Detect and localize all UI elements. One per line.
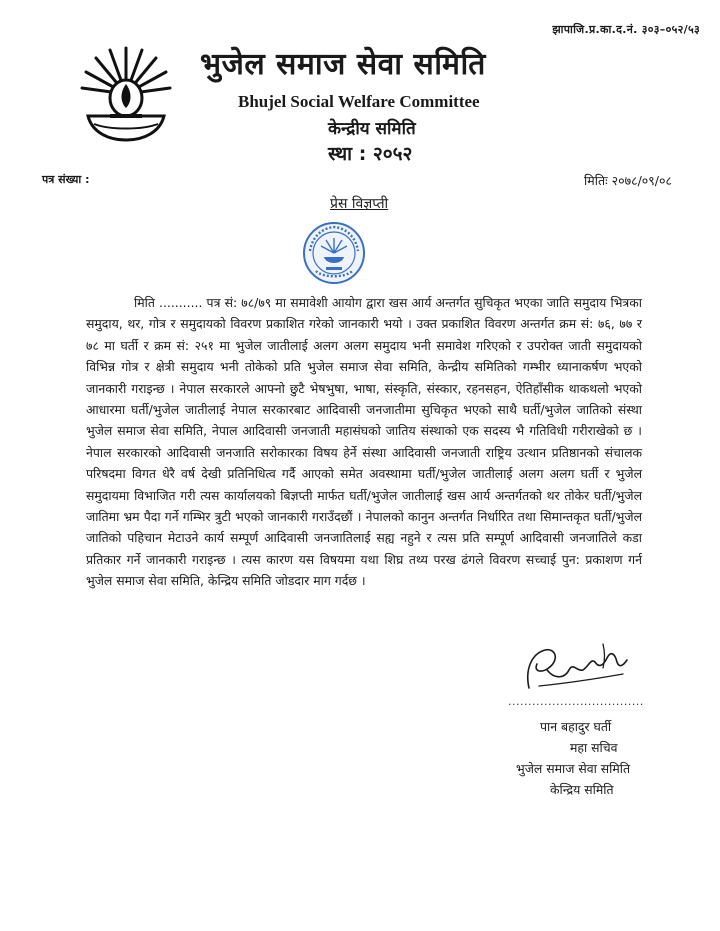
registration-number: झापाजि.प्र.का.द.नं. ३०३–०५२/५३ <box>552 23 700 36</box>
reference-number-label: पत्र संख्या : <box>42 173 90 186</box>
org-name-english: Bhujel Social Welfare Committee <box>238 92 480 111</box>
signer-block <box>516 716 630 800</box>
signer-title: महा सचिव <box>570 740 618 755</box>
signer-committee: केन्द्रिय समिति <box>550 782 614 797</box>
handwritten-signature <box>519 640 633 694</box>
signer-name: पान बहादुर घर्ती <box>540 719 612 734</box>
central-committee-label: केन्द्रीय समिति <box>328 119 416 139</box>
press-release-body: मिति ........... पत्र सं: ७८/७९ मा समावेशी आयोग द्वारा खस आर्य अन्तर्गत सुचिकृत भएका जाति समुदाय भित्रका समुदाय, थर, गोत्र र समुदायको विवरण प्रकाशित गरेको जानकारी भयो । उक्त प्रकाशित विवरण अन्तर्गत क्रम सं: ७६, ७७ र ७८ मा घर्ती र क्रम सं: २५१ मा भुजेल जातीलाई अलग अलग समुदाय भनी समावेश गरिएको र उपरोक्त जाती समुदायको विभिन्न गोत्र र क्षेत्री समुदाय भनी तोकेको प्रति भुजेल समाज सेवा समिति, केन्द्रीय समितिको गम्भीर ध्यानाकर्षण भएको जानकारी गराइन्छ । नेपाल सरकारले आफ्नो छुटै भेषभुषा, भाषा, संस्कृति, संस्कार, रहनसहन, ऐतिहाँसीक थाकथलो भएको आधारमा घर्ती/भुजेल जातीलाई नेपाल सरकारबाट आदिवासी जनजातीमा सुचिकृत भएको साथै घर्ती/भुजेल जातिको संस्था भुजेल समाज सेवा समिति, नेपाल आदिवासी जनजाती महासंघको जातिय संस्थाको एक सदस्य भै गतिविधी गरीराखेको छ । नेपाल सरकारको आदिवासी जनजाति सरोकारका विषय हेर्ने संस्था आदिवासी जनजाती राष्ट्रिय उत्थान प्रतिष्ठानको संचालक परिषदमा विगत धेरै वर्ष देखी प्रतिनिधित्व गर्दै आएको समेत अवस्थामा घर्ती/भुजेल जातीलाई अलग अलग घर्ती र भुजेल समुदायमा विभाजित गरी त्यस कार्यालयको बिज्ञप्ती मार्फत घर्ती/भुजेल जातीलाई खस आर्य अन्तर्गतको थर तोकेर घर्ती/भुजेल जातिमा भ्रम पैदा गर्ने गम्भिर त्रुटी भएको जानकारी गराउँदछौं । नेपालको कानुन अन्तर्गत निर्धारित तथा सिमान्तकृत घर्ती/भुजेल जातिको पहिचान मेटाउने कार्य सम्पूर्ण आदिवासी जनजातिलाई सह्य नहुने र त्यस प्रति सम्पूर्ण आदिवासी जनजातिले कडा प्रतिकार गर्ने जानकारी गराइन्छ । त्यस कारण यस विषयमा यथा शिघ्र तथ्य परख ढंगले विवरण सच्चाई पुन: प्रकाशण गर्न भुजेल समाज सेवा समिति, केन्द्रिय समिति जोडदार माग गर्दछ । <box>86 295 642 589</box>
signer-organization: भुजेल समाज सेवा समिति <box>516 761 631 776</box>
letter-date: मितिः २०७८/०९/०८ <box>584 173 672 188</box>
press-release-title: प्रेस विज्ञप्ती <box>330 196 389 212</box>
signature-line: .................................. <box>508 695 644 708</box>
established-year: स्था : २०५२ <box>328 143 413 165</box>
organization-stamp <box>302 221 366 285</box>
lamp-logo <box>80 42 172 144</box>
org-name-nepali: भुजेल समाज सेवा समिति <box>200 47 486 82</box>
